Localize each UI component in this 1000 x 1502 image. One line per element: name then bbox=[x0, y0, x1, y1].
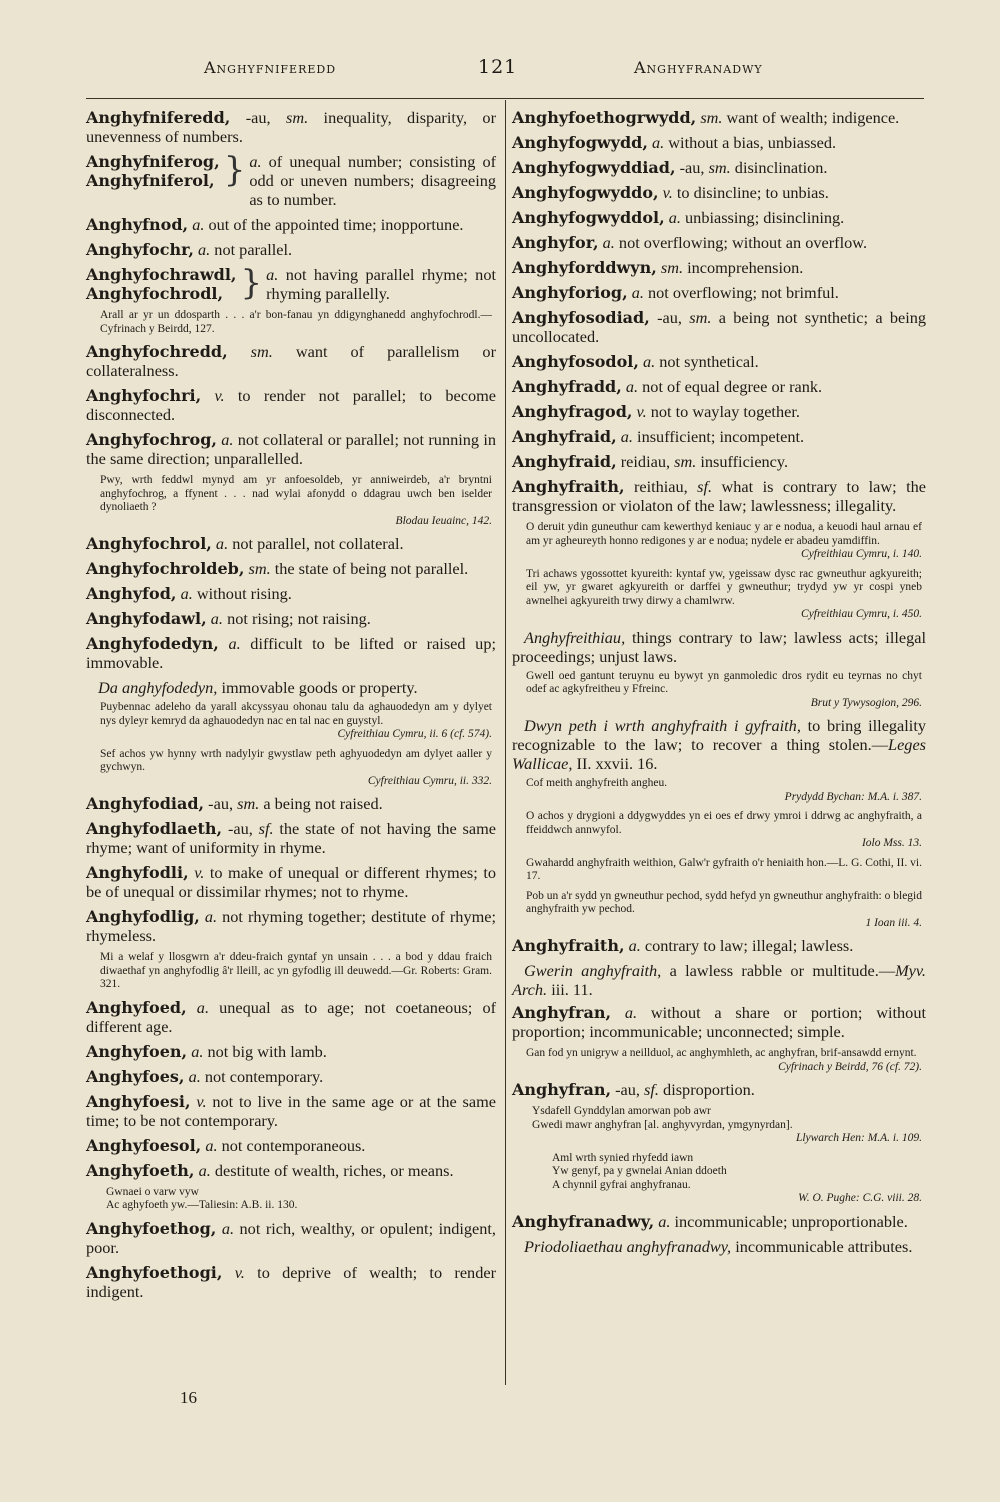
entry: Anghyfochrog, a. not collateral or parallel; not running in the same direction; unparallelled. bbox=[86, 430, 496, 468]
entry: Anghyfoesol, a. not contemporaneous. bbox=[86, 1135, 366, 1155]
citation: Cof meith anghyfreith angheu. Prydydd Bychan: M.A. i. 387. bbox=[526, 777, 922, 803]
entry: Anghyfran, a. without a share or portion; without proportion; incommunicable; unconnected; simple. bbox=[512, 1003, 926, 1041]
entry: Anghyfoes, a. not contemporary. bbox=[86, 1066, 324, 1086]
left-column bbox=[86, 108, 496, 1307]
entry: Anghyfochredd, sm. want of parallelism or collateralness. bbox=[86, 342, 496, 380]
entry: Anghyfranadwy, a. incommunicable; unproportionable. bbox=[512, 1211, 908, 1231]
entry: Anghyfoen, a. not big with lamb. bbox=[86, 1041, 327, 1061]
entry: Anghyfodedyn, a. difficult to be lifted or raised up; immovable. bbox=[86, 634, 496, 672]
citation: Tri achaws ygossottet kyureith: kyntaf yw, ygeissaw dysc rac gwneuthur agkyureith; eil yw, yr gwaret agkyureith or darffei y gwneuthur; trydyd yw yr cospi yneb awnelhei agkyureith trwy dirwy a chamlwrw. Cyfreithiau Cymru, i. 450. bbox=[526, 567, 922, 620]
entry: Anghyfogwyddo, v. to disincline; to unbias. bbox=[512, 183, 829, 202]
subphrase: Dwyn peth i wrth anghyfraith i gyfraith, to bring illegality recognizable to the law; to recover a thing stolen.—Leges Wallicae, II. xxvii. 16. bbox=[512, 716, 926, 773]
entry: Anghyfogwyddol, a. unbiassing; disinclining. bbox=[512, 208, 845, 227]
signature-mark: 16 bbox=[180, 1388, 197, 1407]
entry: Anghyfnod, a. out of the appointed time; inopportune. bbox=[86, 215, 464, 234]
entry: Anghyfogwyddiad, -au, sm. disinclination. bbox=[512, 158, 828, 177]
entry: Anghyfodlig, a. not rhyming together; destitute of rhyme; rhymeless. bbox=[86, 907, 497, 945]
verse-citation: Ysdafell Gynddylan amorwan pob awr Gwedi mawr anghyfran [al. anghyvyrdan, ymgynyrdan]. Llywarch Hen: M.A. i. 109. bbox=[532, 1105, 922, 1144]
entry: Anghyfraid, a. insufficient; incompetent. bbox=[512, 427, 805, 446]
entry: Anghyfoethogrwydd, sm. want of wealth; indigence. bbox=[512, 108, 900, 127]
citation: Sef achos yw hynny wrth nadylyir gwystlaw peth aghyuodedyn am dylyet aaller y gychwyn. Cyfreithiau Cymru, ii. 332. bbox=[100, 747, 492, 787]
entry: Anghyfniferedd, -au, sm. inequality, disparity, or unevenness of numbers. bbox=[86, 108, 496, 146]
citation: O deruit ydin guneuthur cam kewerthyd keniauc y ar e nodua, a keuodi haul arnau ef am yr agheureyth honno redigones y ar e nodua; nydele er abadeu yamdiffin. Cyfreithiau Cymru, i. 140. bbox=[526, 521, 922, 560]
entry: Anghyfor, a. not overflowing; without an overflow. bbox=[512, 233, 868, 252]
entry: Anghyfoeth, a. destitute of wealth, riches, or means. bbox=[86, 1160, 454, 1180]
entry: Anghyforiog, a. not overflowing; not brimful. bbox=[512, 283, 839, 302]
subphrase: Da anghyfodedyn, immovable goods or property. bbox=[98, 678, 418, 697]
entry: Anghyfoethogi, v. to deprive of wealth; to render indigent. bbox=[86, 1262, 496, 1301]
entry: Anghyfodawl, a. not rising; not raising. bbox=[86, 609, 371, 628]
entry: Anghyfragod, v. not to waylay together. bbox=[512, 402, 800, 421]
entry: Anghyfodli, v. to make of unequal or different rhymes; to be of unequal or dissimilar rhymes; not to rhyme. bbox=[86, 863, 496, 901]
header-rule bbox=[86, 98, 924, 99]
entry: Anghyfodlaeth, -au, sf. the state of not having the same rhyme; want of uniformity in rhyme. bbox=[86, 819, 497, 857]
entry: Anghyfod, a. without rising. bbox=[86, 584, 292, 603]
entry: Anghyfoethog, a. not rich, wealthy, or opulent; indigent, poor. bbox=[86, 1218, 496, 1257]
brace-glyph: } bbox=[223, 150, 246, 190]
entry: Anghyfosodiad, -au, sm. a being not synthetic; a being uncollocated. bbox=[512, 308, 927, 346]
citation: Puybennac adeleho da yarall akcyssyau ohonau talu da aghauodedyn am y dylyet nys dyleyr kemryd da aghauodedyn nac en tal nac en guystyl. Cyfreithiau Cymru, ii. 6 (cf. 574). bbox=[100, 701, 492, 740]
header-right-guideword: Anghyfranadwy bbox=[634, 58, 763, 77]
entry: Anghyfochri, v. to render not parallel; to become disconnected. bbox=[86, 386, 496, 424]
citation: Mi a welaf y llosgwrn a'r ddeu-fraich gyntaf yn unsain . . . a bod y ddau fraich diwaethaf yn anghyfodlig â'r lleill, ac yn gyfodlig ill deuwedd.—Gr. Roberts: Gram. 321. bbox=[100, 951, 492, 990]
entry: Anghyfoed, a. unequal as to age; not coetaneous; of different age. bbox=[86, 997, 497, 1036]
verse-citation: Aml wrth synied rhyfedd iawn Yw genyf, pa y gwnelai Anian ddoeth A chynnil gyfrai anghyfranau. W. O. Pughe: C.G. viii. 28. bbox=[552, 1151, 922, 1204]
entry-pair: Anghyfniferog, Anghyfniferol, } a. of unequal number; consisting of odd or uneven numbers; disagreeing as to number. bbox=[86, 150, 497, 209]
entry: Anghyfraith, reithiau, sf. what is contrary to law; the transgression or violaton of the law; lawlessness; illegality. bbox=[512, 477, 926, 515]
citation: O achos y drygioni a ddygwyddes yn ei oes ef drwy ymroi i ddrwg ac anghyfraith, a ffeiddwch annwyfol. Iolo Mss. 13. bbox=[526, 810, 922, 849]
entry: Anghyfochrol, a. not parallel, not collateral. bbox=[86, 534, 404, 553]
entry: Anghyfochr, a. not parallel. bbox=[86, 240, 293, 259]
subphrase: Gwerin anghyfraith, a lawless rabble or multitude.—Myv. Arch. iii. 11. bbox=[512, 961, 926, 999]
verse-citation: Gwnaei o varw vyw Ac aghyfoeth yw.—Taliesin: A.B. ii. 130. bbox=[106, 1185, 298, 1211]
entry: Anghyfoesi, v. not to live in the same age or at the same time; to be not contemporary. bbox=[86, 1091, 496, 1130]
entry: Anghyfosodol, a. not synthetical. bbox=[512, 352, 759, 371]
entry: Anghyfradd, a. not of equal degree or rank. bbox=[512, 377, 823, 396]
entry: Anghyfran, -au, sf. disproportion. bbox=[512, 1080, 755, 1099]
page-number: 121 bbox=[478, 56, 518, 78]
citation: Arall ar yr un ddosparth . . . a'r bon-fanau yn ddigynghanedd anghyfochrodl.—Cyfrinach y Beirdd, 127. bbox=[100, 309, 492, 335]
citation: Pob un a'r sydd yn gwneuthur pechod, sydd hefyd yn gwneuthur anghyfraith: o blegid anghyfraith yw pechod. 1 Ioan iii. 4. bbox=[526, 889, 922, 929]
header-left-guideword: Anghyfniferedd bbox=[204, 58, 337, 77]
entry: Anghyfodiad, -au, sm. a being not raised. bbox=[86, 794, 383, 813]
entry: Anghyfraith, a. contrary to law; illegal; lawless. bbox=[512, 936, 854, 955]
entry: Anghyfochroldeb, sm. the state of being not parallel. bbox=[86, 559, 469, 578]
brace-glyph: } bbox=[240, 263, 263, 303]
running-header bbox=[86, 58, 922, 86]
citation: Gwahardd anghyfraith weithion, Galw'r gyfraith o'r heniaith hon.—L. G. Cothi, II. vi. 17. bbox=[526, 856, 922, 882]
entry: Anghyfraid, reidiau, sm. insufficiency. bbox=[512, 452, 789, 471]
entry: Anghyforddwyn, sm. incomprehension. bbox=[512, 258, 804, 277]
entry-pair: Anghyfochrawdl, Anghyfochrodl, } a. not having parallel rhyme; not rhyming parallelly. bbox=[86, 263, 496, 303]
citation: Gwell oed gantunt teruynu eu bywyt yn ganmoledic dros rydit eu teyrnas no chyt odef ac agkyfreitheu y Ffreinc. Brut y Tywysogion, 296. bbox=[526, 669, 922, 709]
citation: Gan fod yn unigryw a neillduol, ac anghymhleth, ac anghyfran, brif-ansawdd ernynt. Cyfrinach y Beirdd, 76 (cf. 72). bbox=[526, 1047, 922, 1073]
column-divider bbox=[505, 100, 506, 1385]
subphrase: Anghyfreithiau, things contrary to law; lawless acts; illegal proceedings; unjust laws. bbox=[512, 627, 926, 666]
right-column bbox=[512, 108, 926, 1260]
subphrase: Priodoliaethau anghyfranadwy, incommunicable attributes. bbox=[524, 1236, 913, 1256]
citation: Pwy, wrth feddwl mynyd am yr anfoesoldeb, yr anniweirdeb, a'r bryntni anghyfochrog, a ffynent . . . nad wylai afonydd o ddagrau uwch ben iselder dynoliaeth ? Blodau Ieuainc, 142. bbox=[100, 474, 492, 527]
entry: Anghyfogwydd, a. without a bias, unbiassed. bbox=[512, 133, 837, 152]
